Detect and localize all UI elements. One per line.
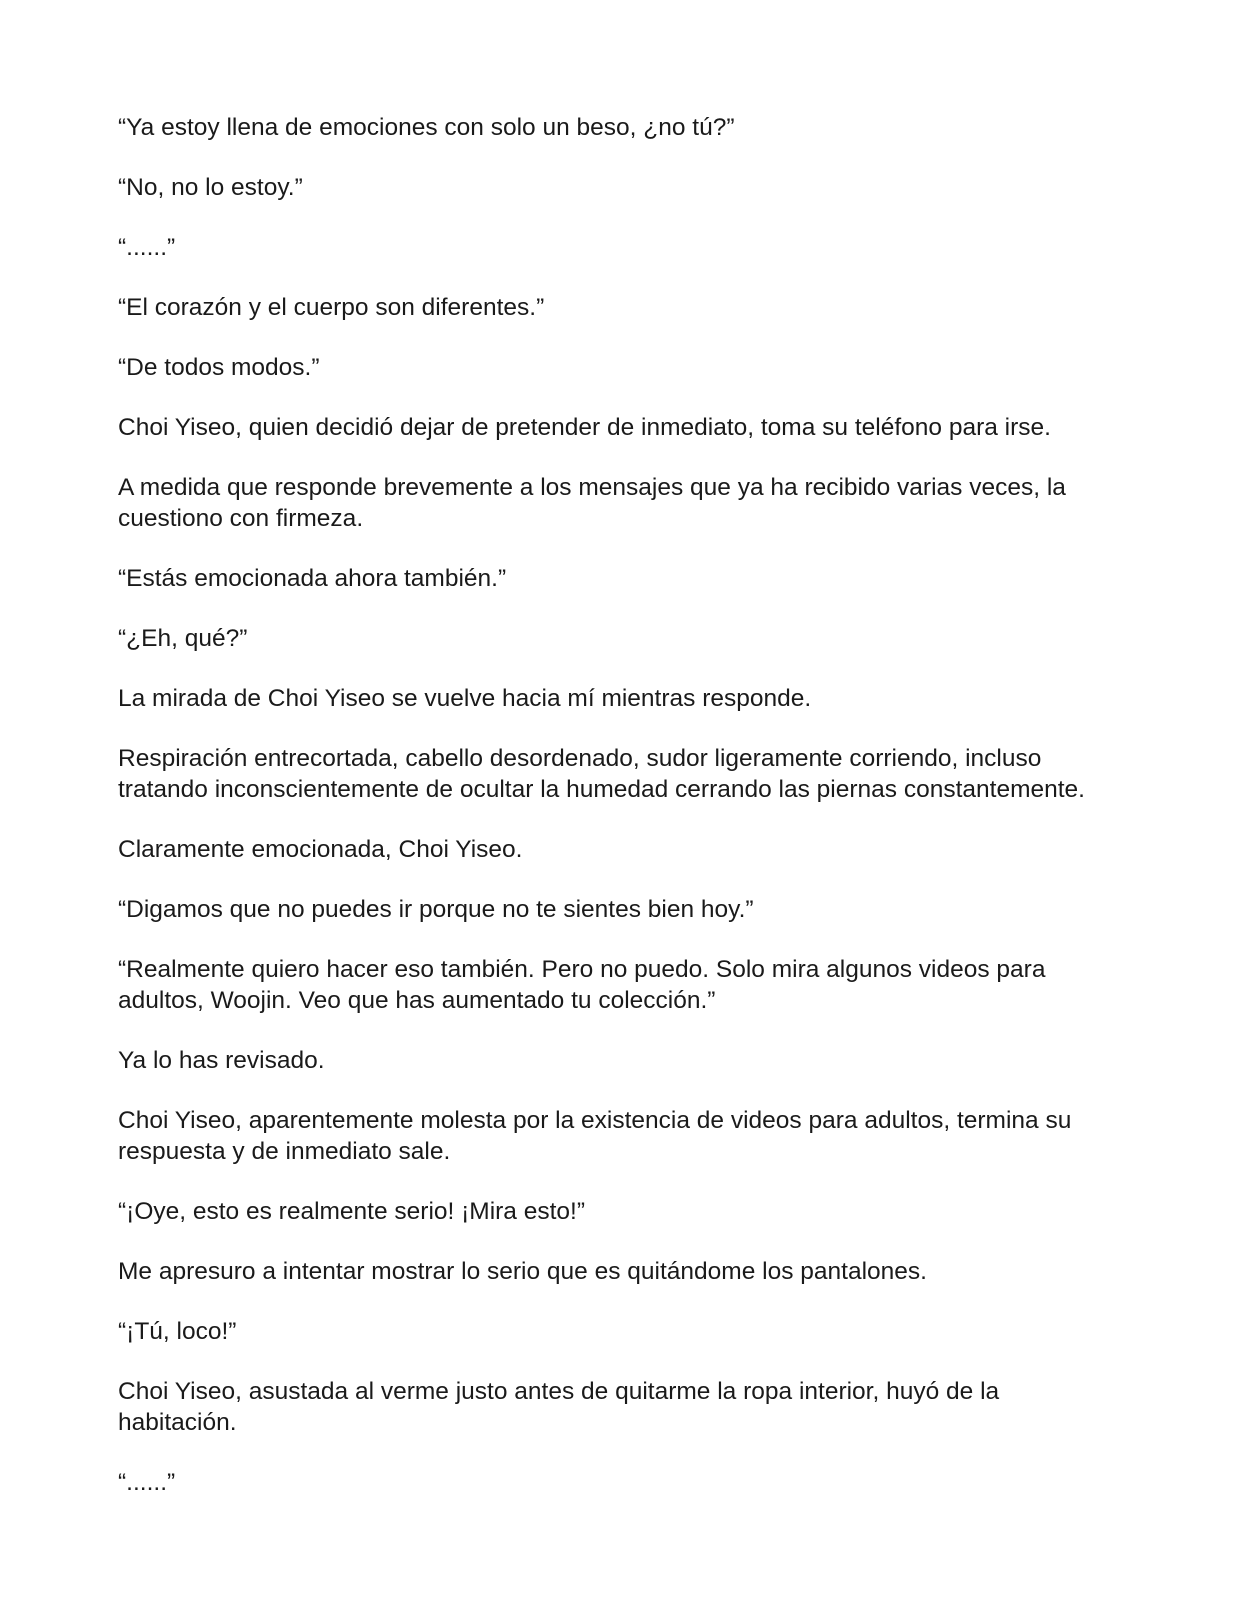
paragraph-9: “¿Eh, qué?” xyxy=(118,625,248,652)
paragraph-8: “Estás emocionada ahora también.” xyxy=(118,565,507,592)
paragraph-21: “......” xyxy=(118,1469,176,1496)
paragraph-5: “De todos modos.” xyxy=(118,354,320,381)
paragraph-1: “Ya estoy llena de emociones con solo un beso, ¿no tú?” xyxy=(118,114,735,141)
paragraph-11: Respiración entrecortada, cabello desordenado, sudor ligeramente corriendo, incluso tratando inconscientemente de ocultar la humedad cerrando las piernas constantemente. xyxy=(118,745,1085,803)
paragraph-14: “Realmente quiero hacer eso también. Pero no puedo. Solo mira algunos videos para adultos, Woojin. Veo que has aumentado tu colección.” xyxy=(118,956,1046,1014)
paragraph-7: A medida que responde brevemente a los mensajes que ya ha recibido varias veces, la cuestiono con firmeza. xyxy=(118,474,1066,532)
paragraph-19: “¡Tú, loco!” xyxy=(118,1318,237,1345)
paragraph-18: Me apresuro a intentar mostrar lo serio que es quitándome los pantalones. xyxy=(118,1258,927,1285)
paragraph-4: “El corazón y el cuerpo son diferentes.” xyxy=(118,294,545,321)
paragraph-3: “......” xyxy=(118,234,176,261)
paragraph-16: Choi Yiseo, aparentemente molesta por la existencia de videos para adultos, termina su respuesta y de inmediato sale. xyxy=(118,1107,1072,1165)
paragraph-15: Ya lo has revisado. xyxy=(118,1047,325,1074)
paragraph-20: Choi Yiseo, asustada al verme justo antes de quitarme la ropa interior, huyó de la habitación. xyxy=(118,1378,1000,1436)
paragraph-17: “¡Oye, esto es realmente serio! ¡Mira esto!” xyxy=(118,1198,586,1225)
paragraph-13: “Digamos que no puedes ir porque no te sientes bien hoy.” xyxy=(118,896,754,923)
paragraph-10: La mirada de Choi Yiseo se vuelve hacia mí mientras responde. xyxy=(118,685,812,712)
document-body xyxy=(118,112,1118,1527)
paragraph-2: “No, no lo estoy.” xyxy=(118,174,303,201)
paragraph-6: Choi Yiseo, quien decidió dejar de pretender de inmediato, toma su teléfono para irse. xyxy=(118,414,1051,441)
paragraph-12: Claramente emocionada, Choi Yiseo. xyxy=(118,836,523,863)
